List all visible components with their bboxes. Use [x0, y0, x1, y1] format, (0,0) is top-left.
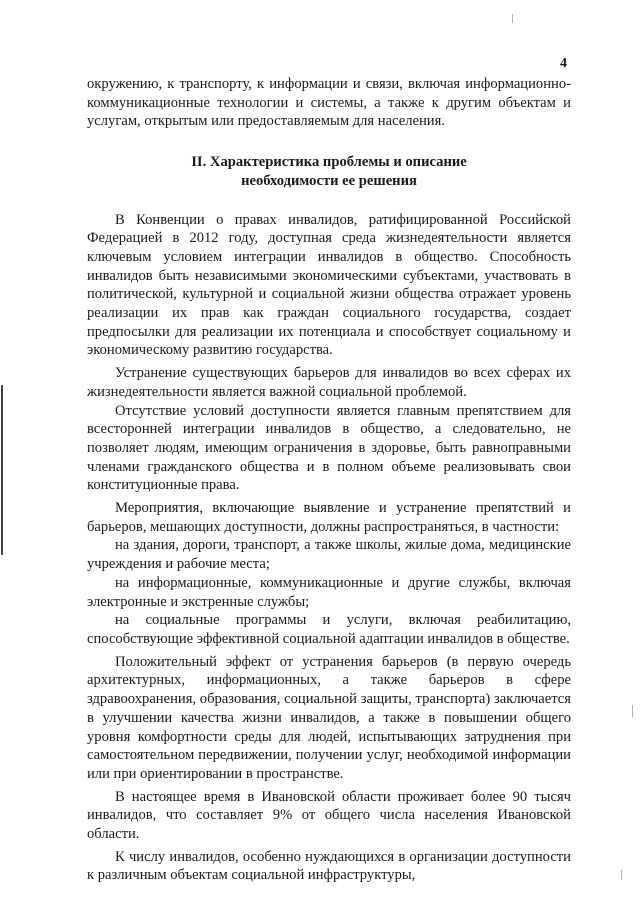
list-item-services: на информационные, коммуникационные и другие службы, включая электронные и экстренные службы; — [87, 574, 571, 610]
paragraph-statistics: В настоящее время в Ивановской области проживает более 90 тысяч инвалидов, что составляет 9% от общего числа населения Ивановской области. — [87, 788, 571, 843]
page-number: 4 — [560, 56, 567, 71]
scan-artifact-right — [632, 705, 633, 717]
paragraph-needs: К числу инвалидов, особенно нуждающихся в организации доступности к различным объектам социальной инфраструктуры, — [87, 848, 571, 884]
intro-paragraph: окружению, к транспорту, к информации и связи, включая информационно-коммуникационные технологии и системы, а также к другим объектам и услугам, открытым или предоставляемым для населения. — [87, 76, 571, 130]
section-heading-line-1: II. Характеристика проблемы и описание — [191, 154, 467, 171]
paragraph-barriers-problem: Устранение существующих барьеров для инвалидов во всех сферах их жизнедеятельности является важной социальной проблемой. — [87, 365, 571, 400]
scan-artifact-left-bar — [1, 385, 3, 555]
paragraph-positive-effect: Положительный эффект от устранения барьеров (в первую очередь архитектурных, информационных, а также барьеров в сфере здравоохранения, образования, социальной защиты, транспорта) заключается в улучшении качества жизни инвалидов, а также в повышении общего уровня комфортности среды для людей, испытывающих затруднения при самостоятельном передвижении, получении услуг, необходимой информации или при ориентировании в пространстве. — [87, 653, 571, 782]
paragraph-measures: Мероприятия, включающие выявление и устранение препятствий и барьеров, мешающих доступности, должны распространяться, в частности: — [87, 500, 571, 535]
document-body — [87, 75, 571, 889]
paragraph-accessibility-obstacle: Отсутствие условий доступности является главным препятствием для всесторонней интеграции инвалидов в общество, а следовательно, не позволяет людям, имеющим ограничения в здоровье, быть равноправными членами гражданского общества и в полном объеме реализовывать свои конституционные права. — [87, 402, 571, 494]
paragraph-convention: В Конвенции о правах инвалидов, ратифицированной Российской Федерацией в 2012 году, доступная среда жизнедеятельности является ключевым условием интеграции инвалидов в общество. Способность инвалидов быть независимыми экономическими субъектами, участвовать в политической, культурной и социальной жизни общества отражает уровень реализации их прав как граждан социального государства, создает предпосылки для реализации их потенциала и способствует социальному и экономическому развитию государства. — [87, 211, 571, 359]
scan-artifact-top — [512, 14, 513, 23]
scan-artifact-right-bottom — [621, 870, 622, 880]
list-item-social-programs: на социальные программы и услуги, включая реабилитацию, способствующие эффективной социальной адаптации инвалидов в обществе. — [87, 612, 571, 647]
list-item-buildings: на здания, дороги, транспорт, а также школы, жилые дома, медицинские учреждения и рабочие места; — [87, 537, 571, 573]
section-heading-line-2: необходимости ее решения — [241, 172, 417, 189]
section-heading — [87, 153, 571, 190]
